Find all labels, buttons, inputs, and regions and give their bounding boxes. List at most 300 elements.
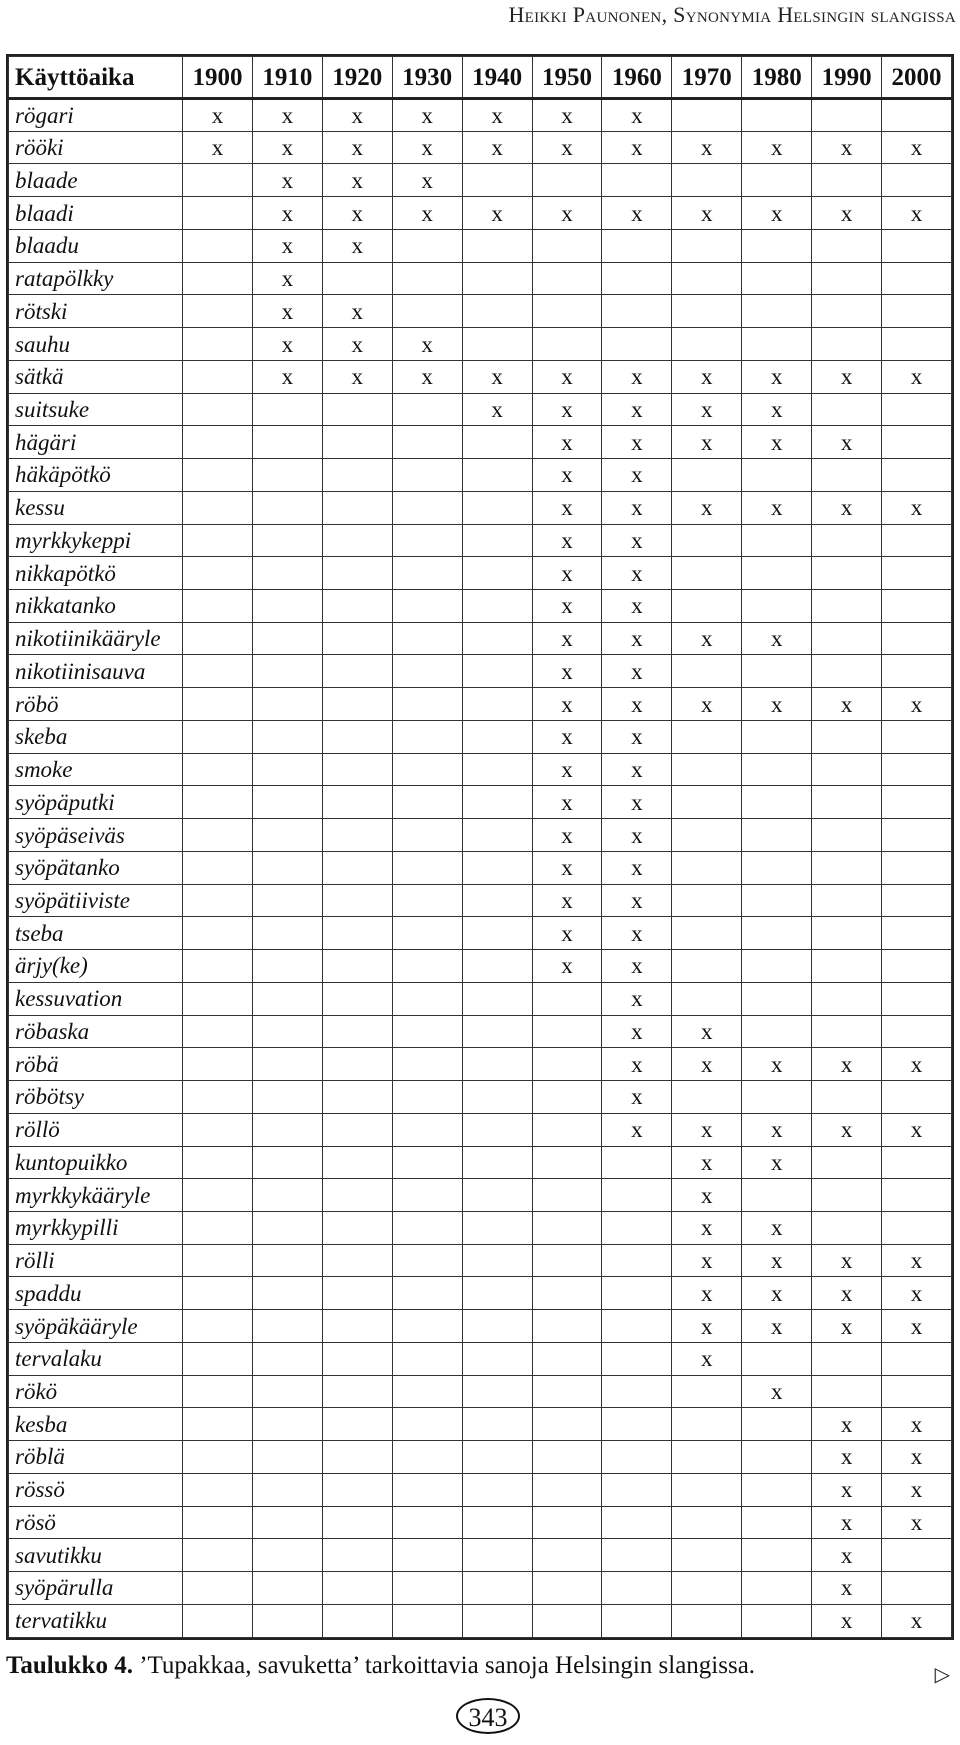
usage-cell: x <box>672 1113 742 1146</box>
usage-cell <box>322 1211 392 1244</box>
usage-cell <box>392 1375 462 1408</box>
usage-cell: x <box>602 688 672 721</box>
usage-cell <box>252 1310 322 1343</box>
usage-cell: x <box>252 164 322 197</box>
slang-word: blaadi <box>9 197 183 230</box>
usage-cell <box>462 1572 532 1605</box>
usage-cell <box>672 459 742 492</box>
usage-cell: x <box>252 197 322 230</box>
usage-cell <box>742 328 812 361</box>
usage-cell: x <box>322 229 392 262</box>
usage-cell <box>882 295 952 328</box>
usage-cell <box>252 557 322 590</box>
usage-cell <box>462 851 532 884</box>
usage-cell <box>672 786 742 819</box>
running-head: Heikki Paunonen, Synonymia Helsingin slangissa <box>508 2 956 27</box>
usage-cell <box>392 1572 462 1605</box>
usage-cell <box>602 1179 672 1212</box>
slang-word: kessuvation <box>9 982 183 1015</box>
usage-cell <box>252 1572 322 1605</box>
usage-cell <box>742 1506 812 1539</box>
usage-cell: x <box>532 360 602 393</box>
usage-cell: x <box>882 1113 952 1146</box>
usage-cell <box>882 1146 952 1179</box>
usage-cell <box>183 557 253 590</box>
usage-cell: x <box>602 524 672 557</box>
usage-cell: x <box>742 197 812 230</box>
usage-cell <box>532 1277 602 1310</box>
usage-cell: x <box>812 1277 882 1310</box>
slang-word: röllö <box>9 1113 183 1146</box>
usage-cell: x <box>602 884 672 917</box>
usage-cell: x <box>672 197 742 230</box>
usage-cell: x <box>602 917 672 950</box>
usage-cell <box>462 1211 532 1244</box>
usage-cell: x <box>812 197 882 230</box>
slang-word: rölli <box>9 1244 183 1277</box>
usage-cell: x <box>882 1310 952 1343</box>
usage-cell <box>252 1375 322 1408</box>
usage-cell: x <box>532 655 602 688</box>
usage-cell: x <box>812 131 882 164</box>
usage-cell <box>322 1081 392 1114</box>
usage-cell: x <box>602 491 672 524</box>
usage-cell <box>882 229 952 262</box>
usage-cell <box>322 1604 392 1637</box>
usage-cell: x <box>812 491 882 524</box>
usage-cell: x <box>532 131 602 164</box>
usage-cell <box>322 1506 392 1539</box>
usage-cell <box>882 557 952 590</box>
usage-cell <box>462 524 532 557</box>
usage-cell <box>462 1473 532 1506</box>
usage-cell <box>742 1572 812 1605</box>
usage-cell <box>252 1081 322 1114</box>
usage-cell: x <box>183 99 253 132</box>
usage-cell: x <box>602 753 672 786</box>
usage-cell <box>252 982 322 1015</box>
usage-cell: x <box>462 99 532 132</box>
usage-cell <box>602 1244 672 1277</box>
table-row <box>9 1604 952 1637</box>
usage-cell <box>462 1342 532 1375</box>
usage-cell: x <box>602 819 672 852</box>
usage-cell: x <box>602 655 672 688</box>
table-row <box>9 328 952 361</box>
usage-cell <box>462 753 532 786</box>
usage-cell <box>742 884 812 917</box>
usage-cell <box>462 1441 532 1474</box>
usage-cell <box>183 491 253 524</box>
usage-cell <box>392 229 462 262</box>
usage-cell <box>392 491 462 524</box>
usage-cell <box>252 491 322 524</box>
usage-cell: x <box>812 1604 882 1637</box>
usage-cell <box>882 393 952 426</box>
usage-cell: x <box>322 131 392 164</box>
slang-word: rökö <box>9 1375 183 1408</box>
usage-cell <box>392 524 462 557</box>
usage-cell <box>392 655 462 688</box>
usage-cell <box>183 786 253 819</box>
usage-cell <box>532 295 602 328</box>
usage-cell <box>252 1277 322 1310</box>
usage-cell <box>672 295 742 328</box>
usage-cell <box>812 1146 882 1179</box>
usage-cell <box>742 590 812 623</box>
usage-cell <box>183 393 253 426</box>
usage-cell <box>882 328 952 361</box>
usage-cell <box>532 1572 602 1605</box>
caption-label: Taulukko 4. <box>6 1652 133 1679</box>
slang-word: röbä <box>9 1048 183 1081</box>
slang-word: ratapölkky <box>9 262 183 295</box>
slang-word: sauhu <box>9 328 183 361</box>
usage-cell <box>462 426 532 459</box>
usage-cell: x <box>882 1408 952 1441</box>
usage-cell <box>742 459 812 492</box>
slang-word: suitsuke <box>9 393 183 426</box>
usage-cell <box>672 753 742 786</box>
usage-cell <box>462 819 532 852</box>
slang-word: syöpäputki <box>9 786 183 819</box>
usage-cell <box>252 851 322 884</box>
usage-cell <box>462 459 532 492</box>
usage-cell <box>882 459 952 492</box>
usage-cell: x <box>602 197 672 230</box>
slang-word: nikotiinikääryle <box>9 622 183 655</box>
usage-cell <box>742 262 812 295</box>
usage-cell <box>602 164 672 197</box>
usage-cell: x <box>812 1506 882 1539</box>
usage-cell <box>392 1506 462 1539</box>
usage-cell <box>183 917 253 950</box>
usage-cell <box>462 688 532 721</box>
slang-word: myrkkypilli <box>9 1211 183 1244</box>
table-row <box>9 1244 952 1277</box>
usage-cell <box>252 1015 322 1048</box>
usage-cell: x <box>322 295 392 328</box>
usage-cell <box>462 1277 532 1310</box>
next-page-arrow-icon: ▷ <box>934 1664 950 1686</box>
usage-cell: x <box>882 360 952 393</box>
usage-cell <box>392 1179 462 1212</box>
usage-cell: x <box>252 262 322 295</box>
usage-cell <box>392 1113 462 1146</box>
usage-cell <box>252 1146 322 1179</box>
usage-cell <box>742 1539 812 1572</box>
table-row <box>9 229 952 262</box>
usage-cell <box>322 1408 392 1441</box>
usage-cell <box>532 1113 602 1146</box>
slang-word: tseba <box>9 917 183 950</box>
usage-cell <box>462 884 532 917</box>
table-row <box>9 1572 952 1605</box>
table-row <box>9 819 952 852</box>
table-row <box>9 917 952 950</box>
usage-cell: x <box>742 491 812 524</box>
table-row <box>9 295 952 328</box>
usage-cell <box>392 393 462 426</box>
usage-cell: x <box>602 622 672 655</box>
usage-cell <box>252 1408 322 1441</box>
usage-cell: x <box>462 197 532 230</box>
usage-cell <box>532 1179 602 1212</box>
usage-cell <box>812 950 882 983</box>
usage-cell: x <box>602 1015 672 1048</box>
usage-cell <box>183 1473 253 1506</box>
usage-cell <box>183 1342 253 1375</box>
table-row <box>9 491 952 524</box>
usage-cell <box>252 590 322 623</box>
usage-cell: x <box>812 360 882 393</box>
usage-cell <box>602 295 672 328</box>
usage-cell <box>532 1211 602 1244</box>
usage-cell <box>672 950 742 983</box>
slang-word: ärjy(ke) <box>9 950 183 983</box>
usage-cell <box>812 1179 882 1212</box>
usage-cell <box>322 1113 392 1146</box>
usage-cell <box>882 99 952 132</box>
usage-cell <box>742 753 812 786</box>
usage-cell <box>672 884 742 917</box>
usage-cell <box>672 1081 742 1114</box>
usage-cell <box>812 459 882 492</box>
usage-cell <box>672 590 742 623</box>
usage-cell: x <box>882 491 952 524</box>
usage-cell <box>392 982 462 1015</box>
usage-cell <box>183 1277 253 1310</box>
usage-cell <box>183 1408 253 1441</box>
usage-cell <box>742 1179 812 1212</box>
usage-cell: x <box>602 131 672 164</box>
usage-cell: x <box>322 328 392 361</box>
usage-cell <box>602 1146 672 1179</box>
usage-cell <box>882 622 952 655</box>
usage-cell: x <box>602 99 672 132</box>
usage-cell: x <box>672 1244 742 1277</box>
usage-cell <box>392 884 462 917</box>
usage-cell <box>532 1441 602 1474</box>
usage-cell <box>672 524 742 557</box>
usage-cell <box>322 884 392 917</box>
usage-cell: x <box>812 1244 882 1277</box>
usage-cell: x <box>602 1081 672 1114</box>
table-row <box>9 197 952 230</box>
usage-cell <box>392 753 462 786</box>
usage-cell <box>812 884 882 917</box>
usage-cell <box>742 1473 812 1506</box>
usage-cell <box>183 622 253 655</box>
usage-cell <box>392 1441 462 1474</box>
usage-cell: x <box>812 1441 882 1474</box>
header-decade: 1960 <box>602 57 672 99</box>
usage-cell <box>322 917 392 950</box>
usage-cell <box>672 1506 742 1539</box>
usage-cell <box>183 197 253 230</box>
usage-cell <box>532 1081 602 1114</box>
usage-cell <box>812 1375 882 1408</box>
usage-cell <box>183 950 253 983</box>
table-row <box>9 590 952 623</box>
usage-cell <box>183 459 253 492</box>
usage-cell: x <box>322 99 392 132</box>
usage-cell <box>252 393 322 426</box>
table-row <box>9 1408 952 1441</box>
usage-cell <box>882 1572 952 1605</box>
usage-cell: x <box>812 1310 882 1343</box>
usage-cell <box>322 1277 392 1310</box>
usage-cell <box>882 590 952 623</box>
header-decade: 1920 <box>322 57 392 99</box>
usage-cell <box>322 622 392 655</box>
usage-cell <box>742 164 812 197</box>
usage-cell <box>812 164 882 197</box>
usage-cell <box>742 99 812 132</box>
slang-word: kuntopuikko <box>9 1146 183 1179</box>
usage-cell <box>462 557 532 590</box>
usage-cell <box>462 622 532 655</box>
usage-cell <box>882 262 952 295</box>
usage-cell <box>742 1081 812 1114</box>
usage-cell: x <box>252 295 322 328</box>
usage-cell <box>812 819 882 852</box>
usage-cell <box>882 1015 952 1048</box>
usage-cell <box>532 229 602 262</box>
usage-cell: x <box>602 720 672 753</box>
usage-cell <box>322 950 392 983</box>
usage-cell <box>462 262 532 295</box>
usage-cell <box>183 1015 253 1048</box>
usage-cell <box>183 328 253 361</box>
usage-cell: x <box>532 819 602 852</box>
usage-cell <box>183 360 253 393</box>
usage-cell: x <box>742 131 812 164</box>
usage-cell <box>392 1539 462 1572</box>
usage-cell <box>462 1048 532 1081</box>
slang-word: hägäri <box>9 426 183 459</box>
usage-cell <box>392 688 462 721</box>
usage-cell <box>672 229 742 262</box>
usage-cell: x <box>672 360 742 393</box>
usage-cell <box>322 590 392 623</box>
usage-cell <box>322 459 392 492</box>
usage-cell <box>183 1506 253 1539</box>
usage-cell <box>252 720 322 753</box>
table-row <box>9 164 952 197</box>
usage-cell: x <box>602 950 672 983</box>
usage-cell <box>183 753 253 786</box>
usage-cell: x <box>602 590 672 623</box>
slang-word: röbötsy <box>9 1081 183 1114</box>
table-row <box>9 1506 952 1539</box>
table-row <box>9 557 952 590</box>
page-number: 343 <box>456 1698 520 1734</box>
usage-cell <box>882 917 952 950</box>
usage-cell <box>532 1506 602 1539</box>
usage-cell <box>252 950 322 983</box>
slang-word: röbö <box>9 688 183 721</box>
usage-cell <box>812 720 882 753</box>
usage-cell <box>183 164 253 197</box>
usage-cell <box>183 884 253 917</box>
usage-cell <box>322 1310 392 1343</box>
usage-cell: x <box>602 1113 672 1146</box>
slang-word: syöpätanko <box>9 851 183 884</box>
slang-word: syöpäkääryle <box>9 1310 183 1343</box>
usage-cell <box>252 1179 322 1212</box>
usage-cell <box>742 917 812 950</box>
slang-word: rögari <box>9 99 183 132</box>
header-decade: 2000 <box>882 57 952 99</box>
usage-cell <box>532 1375 602 1408</box>
usage-cell <box>882 164 952 197</box>
usage-table <box>8 56 952 1638</box>
usage-cell: x <box>672 1015 742 1048</box>
table-row <box>9 524 952 557</box>
usage-cell <box>252 1211 322 1244</box>
usage-cell <box>252 524 322 557</box>
usage-cell <box>532 1244 602 1277</box>
usage-cell <box>672 328 742 361</box>
usage-cell: x <box>532 197 602 230</box>
usage-cell: x <box>602 1048 672 1081</box>
usage-cell: x <box>812 1113 882 1146</box>
usage-cell <box>742 982 812 1015</box>
slang-word: sätkä <box>9 360 183 393</box>
usage-cell <box>462 982 532 1015</box>
usage-cell <box>462 720 532 753</box>
usage-cell <box>882 1179 952 1212</box>
usage-cell <box>183 590 253 623</box>
slang-word: rötski <box>9 295 183 328</box>
usage-cell: x <box>532 557 602 590</box>
usage-cell <box>812 851 882 884</box>
usage-cell: x <box>532 917 602 950</box>
usage-cell: x <box>532 753 602 786</box>
usage-cell <box>252 459 322 492</box>
table-row <box>9 1342 952 1375</box>
usage-cell: x <box>252 131 322 164</box>
usage-cell <box>462 950 532 983</box>
header-decade: 1950 <box>532 57 602 99</box>
usage-cell <box>882 720 952 753</box>
usage-cell <box>672 1604 742 1637</box>
usage-cell: x <box>602 982 672 1015</box>
usage-cell <box>392 1081 462 1114</box>
usage-cell <box>742 557 812 590</box>
usage-cell: x <box>882 1244 952 1277</box>
usage-cell <box>602 1211 672 1244</box>
slang-word: smoke <box>9 753 183 786</box>
usage-cell: x <box>742 688 812 721</box>
usage-cell: x <box>742 1211 812 1244</box>
usage-cell <box>183 262 253 295</box>
table-row <box>9 851 952 884</box>
usage-cell <box>812 262 882 295</box>
usage-cell <box>532 328 602 361</box>
usage-cell <box>183 819 253 852</box>
usage-cell: x <box>672 393 742 426</box>
usage-cell <box>183 1211 253 1244</box>
usage-cell <box>672 1473 742 1506</box>
usage-cell <box>812 99 882 132</box>
usage-cell: x <box>812 426 882 459</box>
usage-cell <box>742 524 812 557</box>
usage-cell <box>882 426 952 459</box>
usage-cell <box>602 1375 672 1408</box>
usage-cell <box>183 229 253 262</box>
